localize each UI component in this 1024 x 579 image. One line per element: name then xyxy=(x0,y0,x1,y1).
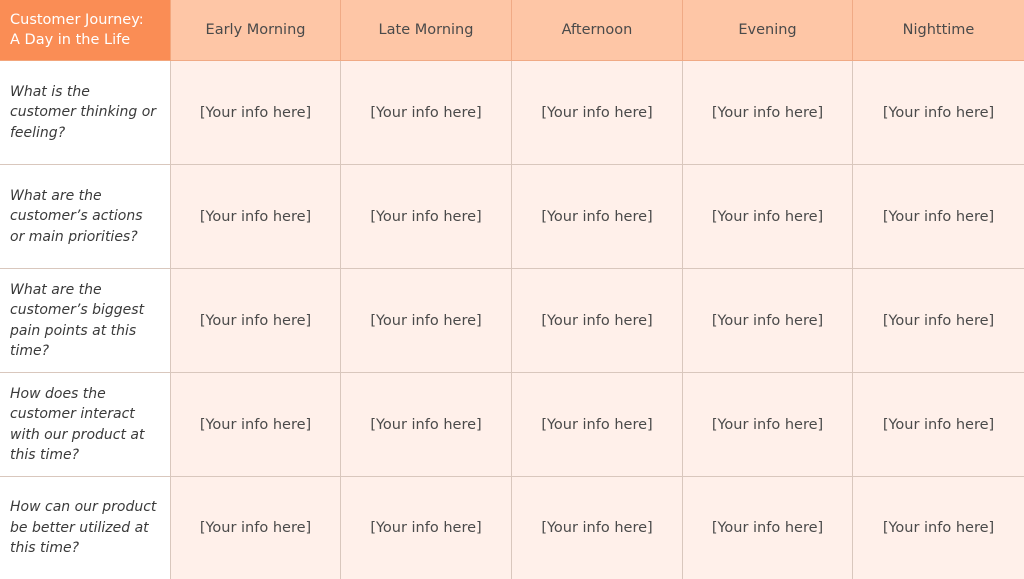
table-cell[interactable] xyxy=(853,477,1024,579)
row-question: What are the customer’s biggest pain points at this time? xyxy=(10,281,145,359)
row-question: How can our product be better utilized at this time? xyxy=(10,499,157,557)
cell-placeholder: [Your info here] xyxy=(711,208,824,225)
cell-placeholder: [Your info here] xyxy=(541,104,653,121)
cell-placeholder: [Your info here] xyxy=(541,208,653,225)
table-cell[interactable] xyxy=(853,61,1024,165)
row-header-actions-priorities xyxy=(0,165,171,269)
cell-placeholder: [Your info here] xyxy=(370,520,482,536)
table-cell[interactable] xyxy=(853,165,1024,269)
cell-placeholder: [Your info here] xyxy=(199,312,312,329)
table-cell[interactable] xyxy=(341,165,512,269)
cell-placeholder: [Your info here] xyxy=(882,416,995,433)
column-header-label: Early Morning xyxy=(205,22,306,38)
table-cell[interactable] xyxy=(683,165,853,269)
column-header-label: Evening xyxy=(738,22,797,38)
cell-placeholder: [Your info here] xyxy=(541,416,653,433)
table-cell[interactable] xyxy=(853,269,1024,373)
row-question: How does the customer interact with our product at this time? xyxy=(10,385,145,463)
cell-placeholder: [Your info here] xyxy=(882,104,995,121)
row-header-pain-points xyxy=(0,269,171,373)
table-cell[interactable] xyxy=(683,61,853,165)
row-question: What are the customer’s actions or main priorities? xyxy=(10,187,143,245)
table-cell[interactable] xyxy=(853,373,1024,477)
table-cell[interactable] xyxy=(171,61,341,165)
column-header-early-morning xyxy=(171,0,341,61)
table-cell[interactable] xyxy=(683,373,853,477)
table-cell[interactable] xyxy=(512,165,683,269)
cell-placeholder: [Your info here] xyxy=(199,520,312,536)
cell-placeholder: [Your info here] xyxy=(541,312,653,329)
column-header-afternoon xyxy=(512,0,683,61)
cell-placeholder: [Your info here] xyxy=(711,416,824,433)
cell-placeholder: [Your info here] xyxy=(370,312,482,329)
column-header-evening xyxy=(683,0,853,61)
cell-placeholder: [Your info here] xyxy=(199,104,312,121)
cell-placeholder: [Your info here] xyxy=(882,520,995,536)
table-cell[interactable] xyxy=(341,61,512,165)
column-header-late-morning xyxy=(341,0,512,61)
table-cell[interactable] xyxy=(171,477,341,579)
cell-placeholder: [Your info here] xyxy=(370,208,482,225)
row-question: What is the customer thinking or feeling? xyxy=(10,83,157,141)
table-cell[interactable] xyxy=(512,61,683,165)
table-cell[interactable] xyxy=(512,373,683,477)
column-header-label: Late Morning xyxy=(378,22,474,38)
row-header-product-interaction xyxy=(0,373,171,477)
table-title-text: Customer Journey: A Day in the Life xyxy=(10,12,144,48)
cell-placeholder: [Your info here] xyxy=(370,416,482,433)
table-cell[interactable] xyxy=(341,373,512,477)
cell-placeholder: [Your info here] xyxy=(711,520,824,536)
table-cell[interactable] xyxy=(512,477,683,579)
table-cell[interactable] xyxy=(171,165,341,269)
cell-placeholder: [Your info here] xyxy=(370,104,482,121)
cell-placeholder: [Your info here] xyxy=(541,520,653,536)
column-header-label: Afternoon xyxy=(561,22,633,38)
cell-placeholder: [Your info here] xyxy=(199,416,312,433)
column-header-label: Nighttime xyxy=(902,22,975,38)
cell-placeholder: [Your info here] xyxy=(711,104,824,121)
cell-placeholder: [Your info here] xyxy=(882,208,995,225)
cell-placeholder: [Your info here] xyxy=(199,208,312,225)
table-cell[interactable] xyxy=(171,269,341,373)
row-header-thinking-feeling xyxy=(0,61,171,165)
table-cell[interactable] xyxy=(512,269,683,373)
table-cell[interactable] xyxy=(341,477,512,579)
cell-placeholder: [Your info here] xyxy=(711,312,824,329)
cell-placeholder: [Your info here] xyxy=(882,312,995,329)
column-header-nighttime xyxy=(853,0,1024,61)
row-header-better-utilized xyxy=(0,477,171,579)
table-cell[interactable] xyxy=(171,373,341,477)
table-cell[interactable] xyxy=(683,269,853,373)
table-title xyxy=(0,0,171,61)
table-cell[interactable] xyxy=(341,269,512,373)
table-cell[interactable] xyxy=(683,477,853,579)
